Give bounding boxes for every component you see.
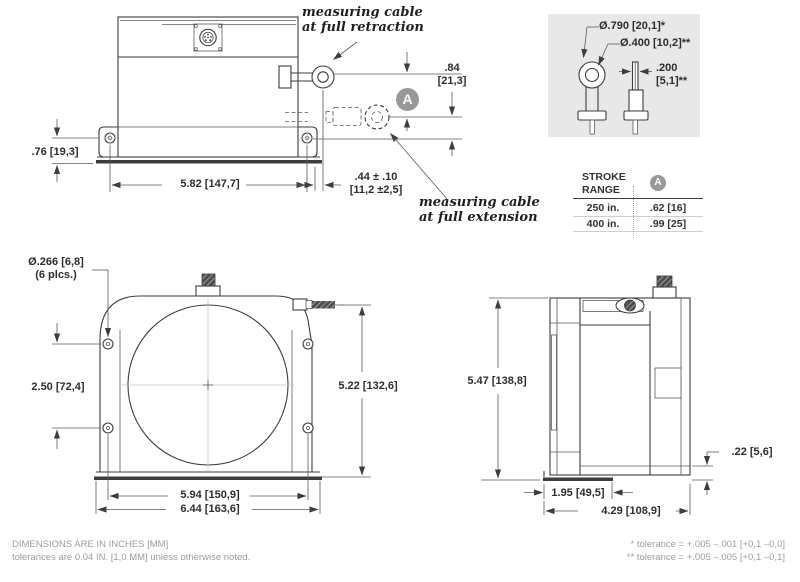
eyelet-thickness-in: .200 [656,62,678,74]
retraction-annotation-line2: at full retraction [302,19,424,35]
tolerance-note: tolerances are 0.04 IN. [1,0 MM] unless otherwise noted. [12,551,251,563]
units-note: DIMENSIONS ARE IN INCHES [MM] [12,539,169,550]
dim-base-thickness-label: .22 [5,6] [731,446,773,458]
dim-cable-offset-in: .44 ± .10 [354,171,398,183]
footnote-single-star: * tolerance = +.005 –.001 [+0,1 –0,0] [630,539,785,550]
dim-body-width-label: 5.82 [147,7] [180,178,240,190]
dim-base-height-label: .76 [19,3] [31,146,79,158]
callout-a-badge-table: A [650,175,666,191]
footnote-double-star: ** tolerance = +.005 –.005 [+0,1 –0,1] [626,552,785,563]
a-value-cell: .99 [25] [649,218,687,230]
dim-hole-spacing-h-label: 5.94 [150,9] [180,489,240,501]
stroke-range-cell: 250 in. [586,201,620,214]
retraction-annotation-line1: measuring cable [302,5,423,20]
dim-front-width-label: 6.44 [163,6] [180,503,240,515]
retraction-annotation [302,5,424,35]
extension-annotation [419,195,540,225]
table-row [573,199,703,217]
hole-dia-value: Ø.266 [6,8] [28,256,84,268]
extension-annotation-line1: measuring cable [419,195,540,210]
dim-side-depth-label: 4.29 [108,9] [601,505,661,517]
front-view-drawing [52,270,371,514]
hole-count-value: (6 plcs.) [35,268,77,281]
dim-cable-rise-mm: [21,3] [437,74,467,87]
dim-hole-spacing-v-label: 2.50 [72,4] [31,381,85,393]
dim-flange-depth-label: 1.95 [49,5] [551,487,605,499]
side-view-drawing [481,276,719,515]
dim-front-height-label: 5.22 [132,6] [338,380,398,392]
dim-side-height-label: 5.47 [138,8] [467,375,527,387]
dim-cable-offset-label [334,171,418,197]
eyelet-inner-dia-label: Ø.400 [10,2]** [620,37,691,49]
dim-cable-rise-in: .84 [444,62,460,74]
stroke-range-header-label: STROKE RANGE [582,171,626,197]
eyelet-thickness-mm: [5,1]** [656,74,688,87]
stroke-range-table [573,167,703,232]
dim-cable-offset-mm: [11,2 ±2,5] [349,183,403,196]
hole-dia-label [20,256,92,282]
stroke-range-table-header [573,167,703,199]
extension-annotation-line2: at full extension [419,209,538,225]
a-value-cell: .62 [16] [649,201,687,214]
dim-cable-rise-label [428,62,476,88]
callout-a-badge: A [396,88,419,111]
eyelet-thickness-label [656,62,687,88]
table-column-divider [633,186,634,238]
eyelet-outer-dia-label: Ø.790 [20,1]* [599,20,666,32]
table-row [573,217,703,232]
stroke-range-cell: 400 in. [586,218,620,230]
